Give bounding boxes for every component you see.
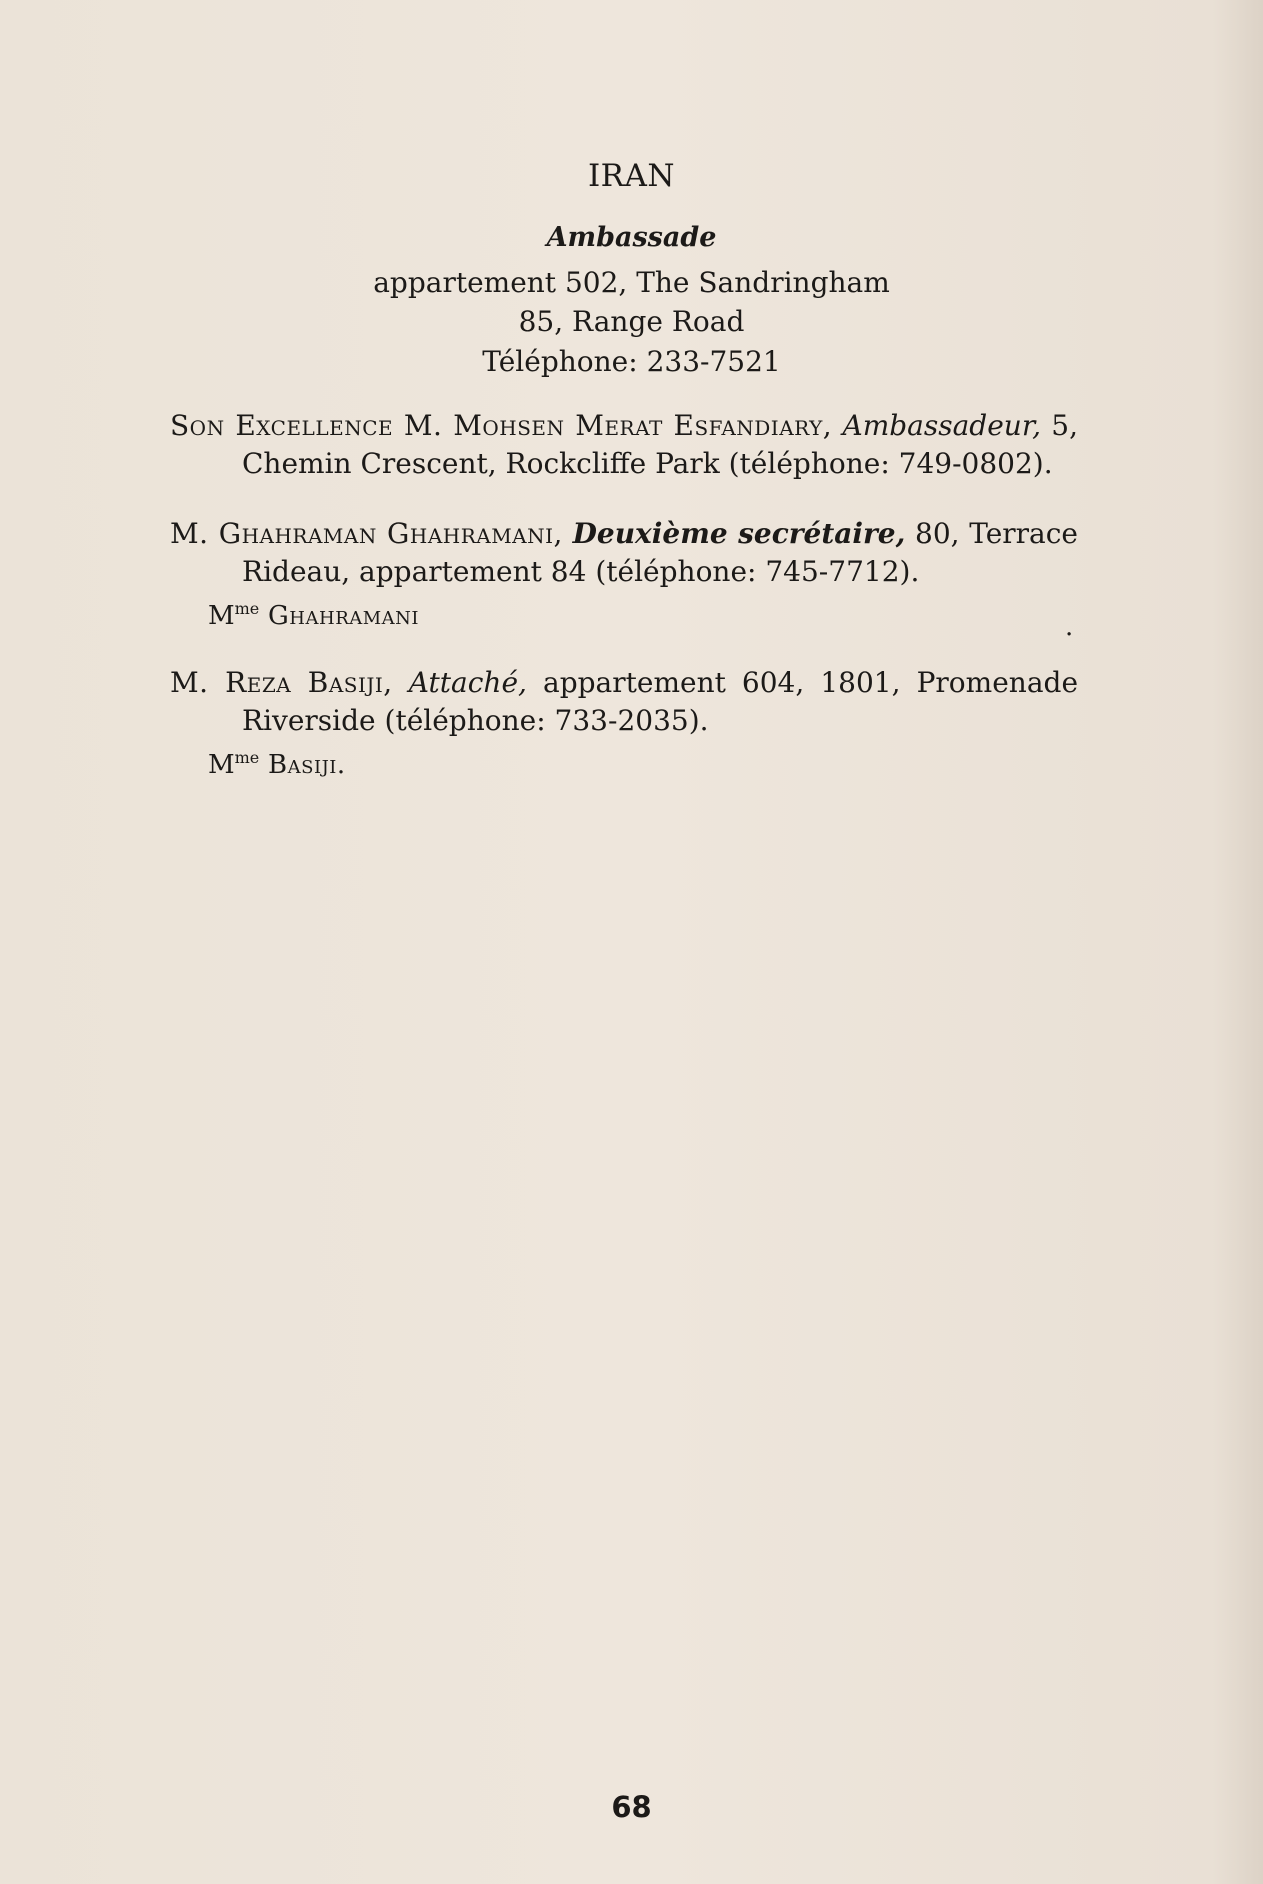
staff-details: 80, Terrace Rideau, appartement 84 (téléphone: 745-7712). (242, 517, 1078, 588)
spouse-entry: $M^{me}$ Basiji. (208, 748, 346, 780)
page-number: 68 (611, 1790, 652, 1824)
staff-list (170, 407, 1078, 783)
staff-entry-second-secretary (170, 515, 1078, 591)
staff-name: M. Ghahraman Ghahramani, (170, 517, 563, 550)
staff-entry-attache (170, 664, 1078, 740)
staff-title: Ambassadeur, (842, 409, 1042, 442)
staff-title: Deuxième secrétaire, (572, 517, 906, 550)
phone-line: Téléphone: 233-7521 (482, 345, 781, 378)
staff-entry-ambassador (170, 407, 1078, 483)
country-heading: IRAN (587, 158, 676, 194)
stray-mark: · (1065, 620, 1074, 650)
staff-title: Attaché, (408, 666, 527, 699)
staff-details: 5, Chemin Crescent, Rockcliffe Park (téléphone: 749-0802). (242, 409, 1079, 480)
staff-name: Son Excellence M. Mohsen Merat Esfandiary, (170, 409, 833, 442)
address-line-1: appartement 502, The Sandringham (373, 266, 890, 299)
spouse-entry: $M^{me}$ Ghahramani (208, 599, 420, 631)
office-title: Ambassade (546, 222, 717, 253)
staff-name: M. Reza Basiji, (170, 666, 393, 699)
staff-details: appartement 604, 1801, Promenade Riverside (téléphone: 733-2035). (242, 666, 1079, 737)
address-line-2: 85, Range Road (518, 305, 745, 338)
